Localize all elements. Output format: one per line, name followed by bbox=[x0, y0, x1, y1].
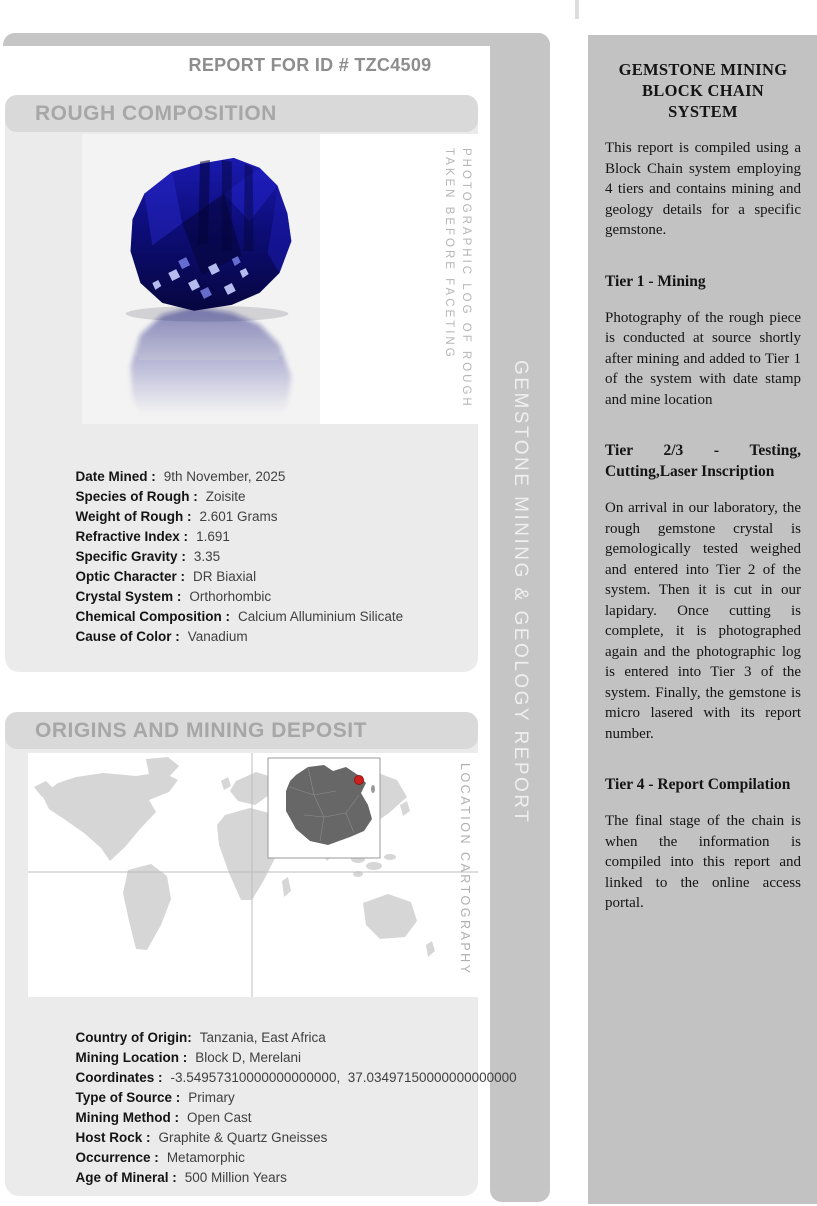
field-value: Primary bbox=[188, 1090, 235, 1105]
world-map bbox=[28, 753, 478, 997]
sidebar-block: On arrival in our laboratory, the rough gemstone crystal is gemologically tested weighed and entered into Tier 2 of the system. Then it is cut in our lapidary. Once cutting is complete, it is photographed again and the photographic log is entered into Tier 3 of the system. Finally, the gemstone is micro lasered with its report number. bbox=[605, 500, 801, 742]
field-label: Occurrence : bbox=[75, 1150, 159, 1165]
field-value: Orthorhombic bbox=[189, 589, 272, 604]
rough-composition-header: ROUGH COMPOSITION bbox=[5, 95, 478, 132]
field-label: Mining Method : bbox=[75, 1110, 179, 1125]
map-caption: LOCATION CARTOGRAPHY bbox=[458, 763, 472, 976]
origins-fields bbox=[38, 1008, 517, 1185]
field-value: Calcium Alluminium Silicate bbox=[238, 609, 404, 624]
rough-gem-photo bbox=[82, 134, 320, 424]
mine-location-marker bbox=[355, 776, 364, 785]
field-row bbox=[38, 1008, 517, 1045]
field-value: 3.35 bbox=[193, 549, 221, 564]
vertical-banner-text: GEMSTONE MINING & GEOLOGY REPORT bbox=[510, 360, 531, 825]
origins-header: ORIGINS AND MINING DEPOSIT bbox=[5, 712, 478, 749]
field-value: DR Biaxial bbox=[193, 569, 257, 584]
field-value: Graphite & Quartz Gneisses bbox=[158, 1130, 328, 1145]
field-value: Zoisite bbox=[205, 489, 246, 504]
sidebar-block: Tier 1 - Mining bbox=[605, 272, 706, 290]
sidebar-title: GEMSTONE MINING BLOCK CHAIN SYSTEM bbox=[618, 60, 788, 121]
field-label: Specific Gravity : bbox=[75, 549, 186, 564]
field-value: Block D, Merelani bbox=[195, 1050, 302, 1065]
photo-caption-line1: PHOTOGRAPHIC LOG OF ROUGH bbox=[460, 148, 472, 409]
sidebar-block: Photography of the rough piece is conducted at source shortly after mining and added to Tier 1 of the system with date stamp and mine location bbox=[605, 309, 801, 408]
field-value: Tanzania, East Africa bbox=[199, 1030, 326, 1045]
field-value: -3.54957310000000000000, 37.03497150000000000000 bbox=[170, 1070, 517, 1085]
field-label: Refractive Index : bbox=[75, 529, 189, 544]
sidebar-block: Tier 4 - Report Compilation bbox=[605, 776, 791, 793]
field-label: Mining Location : bbox=[75, 1050, 188, 1065]
field-label: Cause of Color : bbox=[75, 629, 180, 644]
sidebar-block: The final stage of the chain is when the information is compiled into this report and linked to the online access portal. bbox=[605, 813, 801, 911]
field-label: Date Mined : bbox=[75, 469, 156, 484]
sidebar-block: This report is compiled using a Block Chain system employing 4 tiers and contains mining and geology details for a specific gemstone. bbox=[605, 140, 801, 238]
field-label: Optic Character : bbox=[75, 569, 186, 584]
photo-caption bbox=[440, 148, 474, 409]
field-value: Open Cast bbox=[187, 1110, 252, 1125]
field-value: 9th November, 2025 bbox=[163, 469, 286, 484]
field-label: Host Rock : bbox=[75, 1130, 151, 1145]
sidebar-blocks bbox=[605, 138, 801, 914]
field-value: 500 Million Years bbox=[184, 1170, 287, 1185]
field-label: Country of Origin: bbox=[75, 1030, 192, 1045]
field-label: Age of Mineral : bbox=[75, 1170, 177, 1185]
field-value: 2.601 Grams bbox=[199, 509, 278, 524]
photo-caption-area bbox=[320, 134, 478, 424]
photo-caption-line2: TAKEN BEFORE FACETING bbox=[443, 148, 455, 360]
rough-composition-fields bbox=[38, 447, 404, 644]
field-label: Weight of Rough : bbox=[75, 509, 192, 524]
sidebar-block: Tier 2/3 - Testing, Cutting,Laser Inscription bbox=[605, 442, 801, 480]
location-map bbox=[28, 753, 478, 997]
field-value: Vanadium bbox=[187, 629, 248, 644]
field-label: Chemical Composition : bbox=[75, 609, 231, 624]
field-label: Crystal System : bbox=[75, 589, 182, 604]
report-title: REPORT FOR ID # TZC4509 bbox=[188, 55, 432, 75]
tanzania-inset-map bbox=[268, 758, 380, 858]
field-value: 1.691 bbox=[196, 529, 230, 544]
blockchain-sidebar bbox=[588, 35, 817, 1204]
page-top-tick bbox=[575, 0, 579, 19]
gem-image bbox=[82, 134, 320, 424]
field-label: Species of Rough : bbox=[75, 489, 198, 504]
field-row bbox=[38, 447, 403, 484]
rough-composition-section bbox=[5, 95, 478, 672]
field-label: Type of Source : bbox=[75, 1090, 181, 1105]
field-label: Coordinates : bbox=[75, 1070, 163, 1085]
main-panel-top-border bbox=[3, 33, 550, 46]
origins-section bbox=[5, 712, 517, 1196]
field-value: Metamorphic bbox=[166, 1150, 245, 1165]
